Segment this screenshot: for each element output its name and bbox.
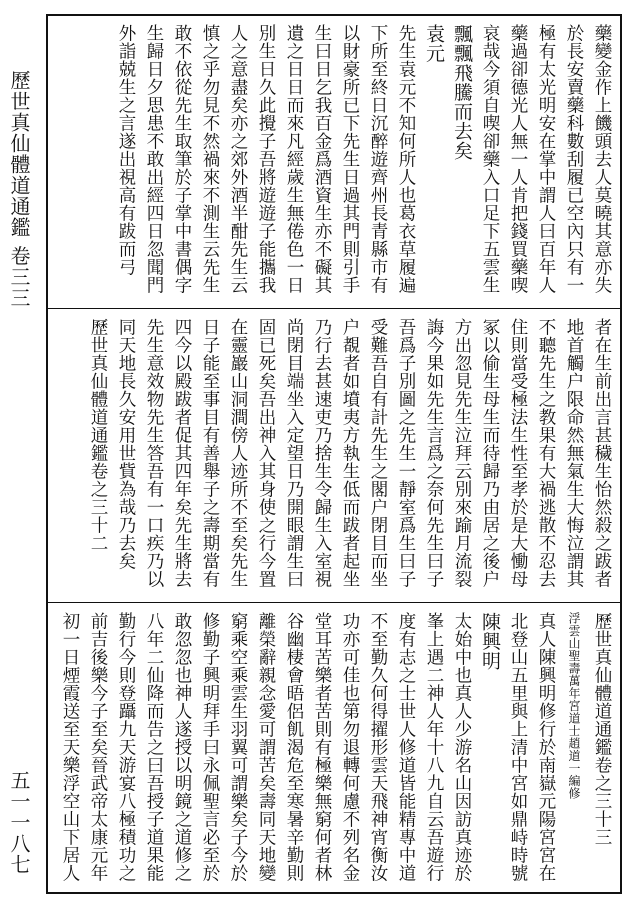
text-column: 冢以偷生母生而待歸乃由居之後户 — [480, 318, 500, 588]
text-column: 固已死矣吾出神入其身使之行今置 — [256, 318, 276, 588]
margin-page-number: 五一一八七 — [7, 770, 31, 875]
text-column: 修勤子興明拜手曰永佩聖言必至於 — [200, 612, 220, 882]
text-column: 歷世真仙體道通鑑卷之三十三 — [592, 612, 612, 846]
text-column: 下所至終日沉醉遊齊州長青縣市有 — [368, 24, 388, 294]
text-column: 遺之日日而來凡經歲生無倦色一日 — [284, 24, 304, 294]
text-column: 不至勤久何得擢形雲天飛神宵衡汝 — [368, 612, 388, 882]
text-column: 谷幽棲會晤侶飢渴危至寒暑辛勤則 — [284, 612, 304, 882]
text-column: 住則當受極法生性至孝於是大慟母 — [508, 318, 528, 588]
text-column: 功亦可佳也第勿退轉何慮不列名金 — [340, 612, 360, 882]
text-column: 户覩者如墳夷方執生低而跋者起坐 — [340, 318, 360, 588]
text-column: 生歸日夕思患不敢出經四日忽聞門 — [144, 24, 164, 294]
text-column: 敢忽忽也神人遂授以明鏡之道修之 — [172, 612, 192, 882]
text-column: 敢不依從先生取筆於子掌中書偶字 — [172, 24, 192, 294]
divider-rule — [48, 602, 620, 603]
text-column: 前吉後樂今子至矣晉武帝太康元年 — [88, 612, 108, 882]
text-column: 度有志之士世人修道皆能精專中道 — [396, 612, 416, 882]
text-column: 窮乘空乘雲生羽翼可謂樂矣子今於 — [228, 612, 248, 882]
text-column: 初一日煙霞送至天樂浮空山下居人 — [60, 612, 80, 882]
text-column: 受難吾自有計先生之閣户閉目而坐 — [368, 318, 388, 588]
text-column: 者在生前出言甚穢生怡然殺之跋者 — [592, 318, 612, 588]
text-column: 於長安賣藥科數刮履已空內只有一 — [564, 24, 584, 294]
text-column: 真人陳興明修行於南嶽元陽宮宮在 — [536, 612, 556, 882]
divider-rule — [48, 308, 620, 309]
text-column: 太始中也真人少游名山因訪真迹於 — [452, 612, 472, 882]
text-column: 陳興明 — [479, 612, 501, 671]
text-column: 四今以殿跋者促其四年矣先生將去 — [172, 318, 192, 588]
text-column: 日子能至事目有善舉子之壽期當有 — [200, 318, 220, 588]
text-column: 不聽先生之教果有大禍逃散不忍去 — [536, 318, 556, 588]
text-column: 歷世真仙體道通鑑卷之三十二 — [88, 318, 108, 552]
text-column: 別生日久此攪子吾將遊遊子能攜我 — [256, 24, 276, 294]
text-column: 藥過卻德光人無一人肯把錢買藥喫 — [508, 24, 528, 294]
text-column: 浮雲山聖壽萬年宮道士趙道一編修 — [567, 612, 581, 800]
text-column: 飄飄飛騰而去矣 — [451, 24, 473, 161]
text-column: 方出忽見先生泣拜云別來踰月流裂 — [452, 318, 472, 588]
text-column: 人之意盡矣亦之郊外酒半酣先生云 — [228, 24, 248, 294]
text-column: 北登山五里與上清中宮如鼎峙時號 — [508, 612, 528, 882]
text-column: 峯上遇二神人年十八九自云吾遊行 — [424, 612, 444, 882]
text-column: 慎之乎勿見不然禍來不測生云先生 — [200, 24, 220, 294]
text-block-bottom — [48, 604, 620, 892]
text-block-top — [48, 16, 620, 306]
text-column: 誨今果如先生言爲之奈何先生曰子 — [424, 318, 444, 588]
text-column: 先生袁元不知何所人也葛衣草履遍 — [396, 24, 416, 294]
text-column: 外詣兢生之言遂出視高有跋而弓 — [116, 24, 136, 276]
text-column: 生曰日乞我百金爲酒資生亦不礙其 — [312, 24, 332, 294]
margin-book-title: 歷世真仙體道通鑑 卷三三 — [7, 70, 31, 309]
text-column: 八年二仙降而告之曰吾授子道果能 — [144, 612, 164, 882]
text-column: 地首觸户限命然無氣生大悔泣謂其 — [564, 318, 584, 588]
text-column: 在靈巖山洞澗傍人迹所不至矣先生 — [228, 318, 248, 588]
text-column: 堂耳苦樂者苦則有極樂無窮何者林 — [312, 612, 332, 882]
text-column: 勤行今則登躡九天游宴八極積功之 — [116, 612, 136, 882]
text-column: 哀哉今須自喫卻藥入口足下五雲生 — [480, 24, 500, 294]
text-column: 極有太光明安在掌中謂人曰百年人 — [536, 24, 556, 294]
text-column: 藥變金作上饑頭去人莫曉其意亦失 — [592, 24, 612, 294]
text-column: 尚閉目端坐入定望日乃開眼謂生曰 — [284, 318, 304, 588]
text-column: 離榮辭親念愛可謂苦矣壽同天地變 — [256, 612, 276, 882]
text-column: 吾爲子別圖之先生一靜室爲生曰子 — [396, 318, 416, 588]
text-column: 以財豪所已下先生日過其門則引手 — [340, 24, 360, 294]
text-column: 同天地長久安用世貲為哉乃去矣 — [116, 318, 136, 570]
page-frame — [46, 14, 622, 894]
text-column: 乃行去甚速吏乃捨生令歸生入室視 — [312, 318, 332, 588]
text-column: 先生意效物先生答吾有一口疾乃以 — [144, 318, 164, 588]
text-block-middle — [48, 310, 620, 600]
text-column: 袁元 — [423, 24, 445, 63]
